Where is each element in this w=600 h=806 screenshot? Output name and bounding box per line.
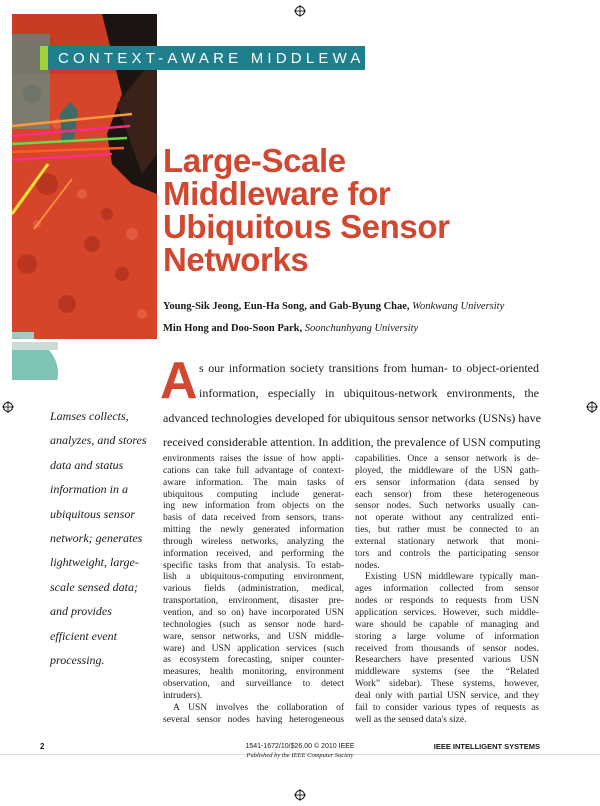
body-column-left xyxy=(163,454,344,726)
pull-quote xyxy=(50,404,155,672)
body-line: each sensor) from these heterogeneous xyxy=(355,489,539,500)
section-label: CONTEXT-AWARE MIDDLEWARE xyxy=(58,50,394,67)
body-line: several sensor nodes having heterogeneous xyxy=(163,714,344,725)
copyright-block xyxy=(200,742,400,760)
body-column-right xyxy=(355,454,539,726)
body-line: mitting the newly generated information xyxy=(163,525,344,536)
body-line: storing a large volume of information xyxy=(355,631,539,642)
journal-name: IEEE INTELLIGENT SYSTEMS xyxy=(433,742,540,751)
body-line: ware) and USN application services (such xyxy=(163,643,344,654)
registration-mark-right xyxy=(586,400,598,412)
pull-quote-line: ubiquitous sensor xyxy=(50,506,136,521)
pull-quote-line: analyzes, and stores xyxy=(50,433,147,448)
publisher-line: Published by the IEEE Computer Society xyxy=(246,752,354,759)
registration-mark-bottom xyxy=(294,788,306,800)
pull-quote-line: scale sensed data; xyxy=(50,579,138,594)
pull-quote-line: information in a xyxy=(50,482,129,497)
body-line: ployed, the middleware of the USN gath- xyxy=(355,465,539,476)
body-line: ware should be capable of managing and xyxy=(355,619,539,630)
body-line: middleware systems (see the “Related xyxy=(355,667,539,678)
title-line: Middleware for xyxy=(163,175,391,212)
lead-paragraph xyxy=(163,356,539,455)
body-line: capabilities. Once a sensor network is de- xyxy=(355,454,539,464)
teal-circle-decoration xyxy=(12,342,58,380)
author-names: Young-Sik Jeong, Eun-Ha Song, and Gab-Byung Chae, xyxy=(163,301,410,312)
body-line: ubiquitous computing include generat- xyxy=(163,489,344,500)
body-line: deal only with partial USN service, and they xyxy=(355,690,539,701)
pull-quote-line: and provides xyxy=(50,604,112,619)
body-line: lish a ubiquitous-computing environment, xyxy=(163,572,344,583)
title-line: Networks xyxy=(163,241,309,278)
body-line: fail to consider various types of requests as xyxy=(355,702,539,713)
body-line: nodes. xyxy=(355,560,380,571)
lead-line: received considerable attention. In addition, the prevalence of USN computing xyxy=(163,435,541,450)
body-line: application services. However, such middle- xyxy=(355,607,539,618)
body-line: not operate without any centralized enti- xyxy=(355,513,539,524)
body-line: tors and controls the participating sensor xyxy=(355,548,539,559)
pull-quote-line: efficient event xyxy=(50,628,117,643)
body-line: ties, but rather must be connected to an xyxy=(355,525,539,536)
body-line: environments raises the issue of how appli- xyxy=(163,454,344,464)
authors-line-2 xyxy=(163,323,418,334)
body-line: transportation, environment, disaster pre- xyxy=(163,596,344,607)
lead-line: advanced technologies developed for ubiquitous sensor networks (USNs) have xyxy=(163,410,541,425)
body-line: cations can take full advantage of context- xyxy=(163,465,344,476)
body-line: ing new information from objects on the xyxy=(163,501,344,512)
body-line: basis of data received from sensors, trans- xyxy=(163,513,344,524)
pull-quote-line: processing. xyxy=(50,653,105,668)
article-title xyxy=(163,144,523,276)
body-line: Researchers have presented various USN xyxy=(355,655,539,666)
pull-quote-line: data and status xyxy=(50,457,124,472)
copyright-line: 1541-1672/10/$26.00 © 2010 IEEE xyxy=(245,743,355,750)
body-line: technologies (such as sensor node hard- xyxy=(163,619,344,630)
body-line: information received, and performing the xyxy=(163,548,344,559)
body-line: through wireless networks, analyzing the xyxy=(163,536,344,547)
body-line: A USN involves the collaboration of xyxy=(173,702,344,713)
page-number: 2 xyxy=(40,742,45,751)
body-line: nodes or responds to requests from USN xyxy=(355,596,539,607)
body-line: ers sensor information (data sensed by xyxy=(355,477,539,488)
body-line: intruders). xyxy=(163,690,203,701)
title-line: Large-Scale xyxy=(163,142,346,179)
pull-quote-line: lightweight, large- xyxy=(50,555,139,570)
title-line: Ubiquitous Sensor xyxy=(163,208,450,245)
registration-mark-left xyxy=(2,400,14,412)
section-banner-accent xyxy=(40,46,48,70)
body-line: received from thousands of sensor nodes. xyxy=(355,643,539,654)
body-line: as ecosystem forecasting, sniper counter- xyxy=(163,655,344,666)
drop-cap: A xyxy=(160,352,198,410)
author-names: Min Hong and Doo-Soon Park, xyxy=(163,323,303,334)
body-line: various fields (administration, medical, xyxy=(163,584,344,595)
body-line: well as the sensed data's size. xyxy=(355,714,467,725)
body-line: Work” sidebar). These systems, however, xyxy=(355,679,539,690)
body-line: observation, and surveillance to detect xyxy=(163,679,344,690)
registration-mark-top xyxy=(294,4,306,16)
body-line: aware information. The main tasks of xyxy=(163,477,344,488)
pull-quote-line: Lamses collects, xyxy=(50,409,129,423)
body-line: measures, health monitoring, environment xyxy=(163,667,344,678)
body-line: external stationary network that moni- xyxy=(355,536,539,547)
authors-line-1 xyxy=(163,301,504,312)
body-line: sensor nodes. Such networks usually can- xyxy=(355,501,539,512)
body-line: vention, and so on) have incorporated USN xyxy=(163,607,344,618)
body-line: Existing USN middleware typically man- xyxy=(365,572,539,583)
lead-line: information, especially in ubiquitous-network environments, the xyxy=(199,385,539,400)
body-line: ages information collected from sensor xyxy=(355,584,539,595)
author-affiliation: Wonkwang University xyxy=(412,301,505,312)
body-line: ware, sensor networks, and USN middle- xyxy=(163,631,344,642)
author-affiliation: Soonchunhyang University xyxy=(304,323,419,334)
pull-quote-line: network; generates xyxy=(50,531,143,546)
lead-line: s our information society transitions from human- to object-oriented xyxy=(199,361,539,375)
body-line: specific tasks from that analysis. To estab- xyxy=(163,560,344,571)
